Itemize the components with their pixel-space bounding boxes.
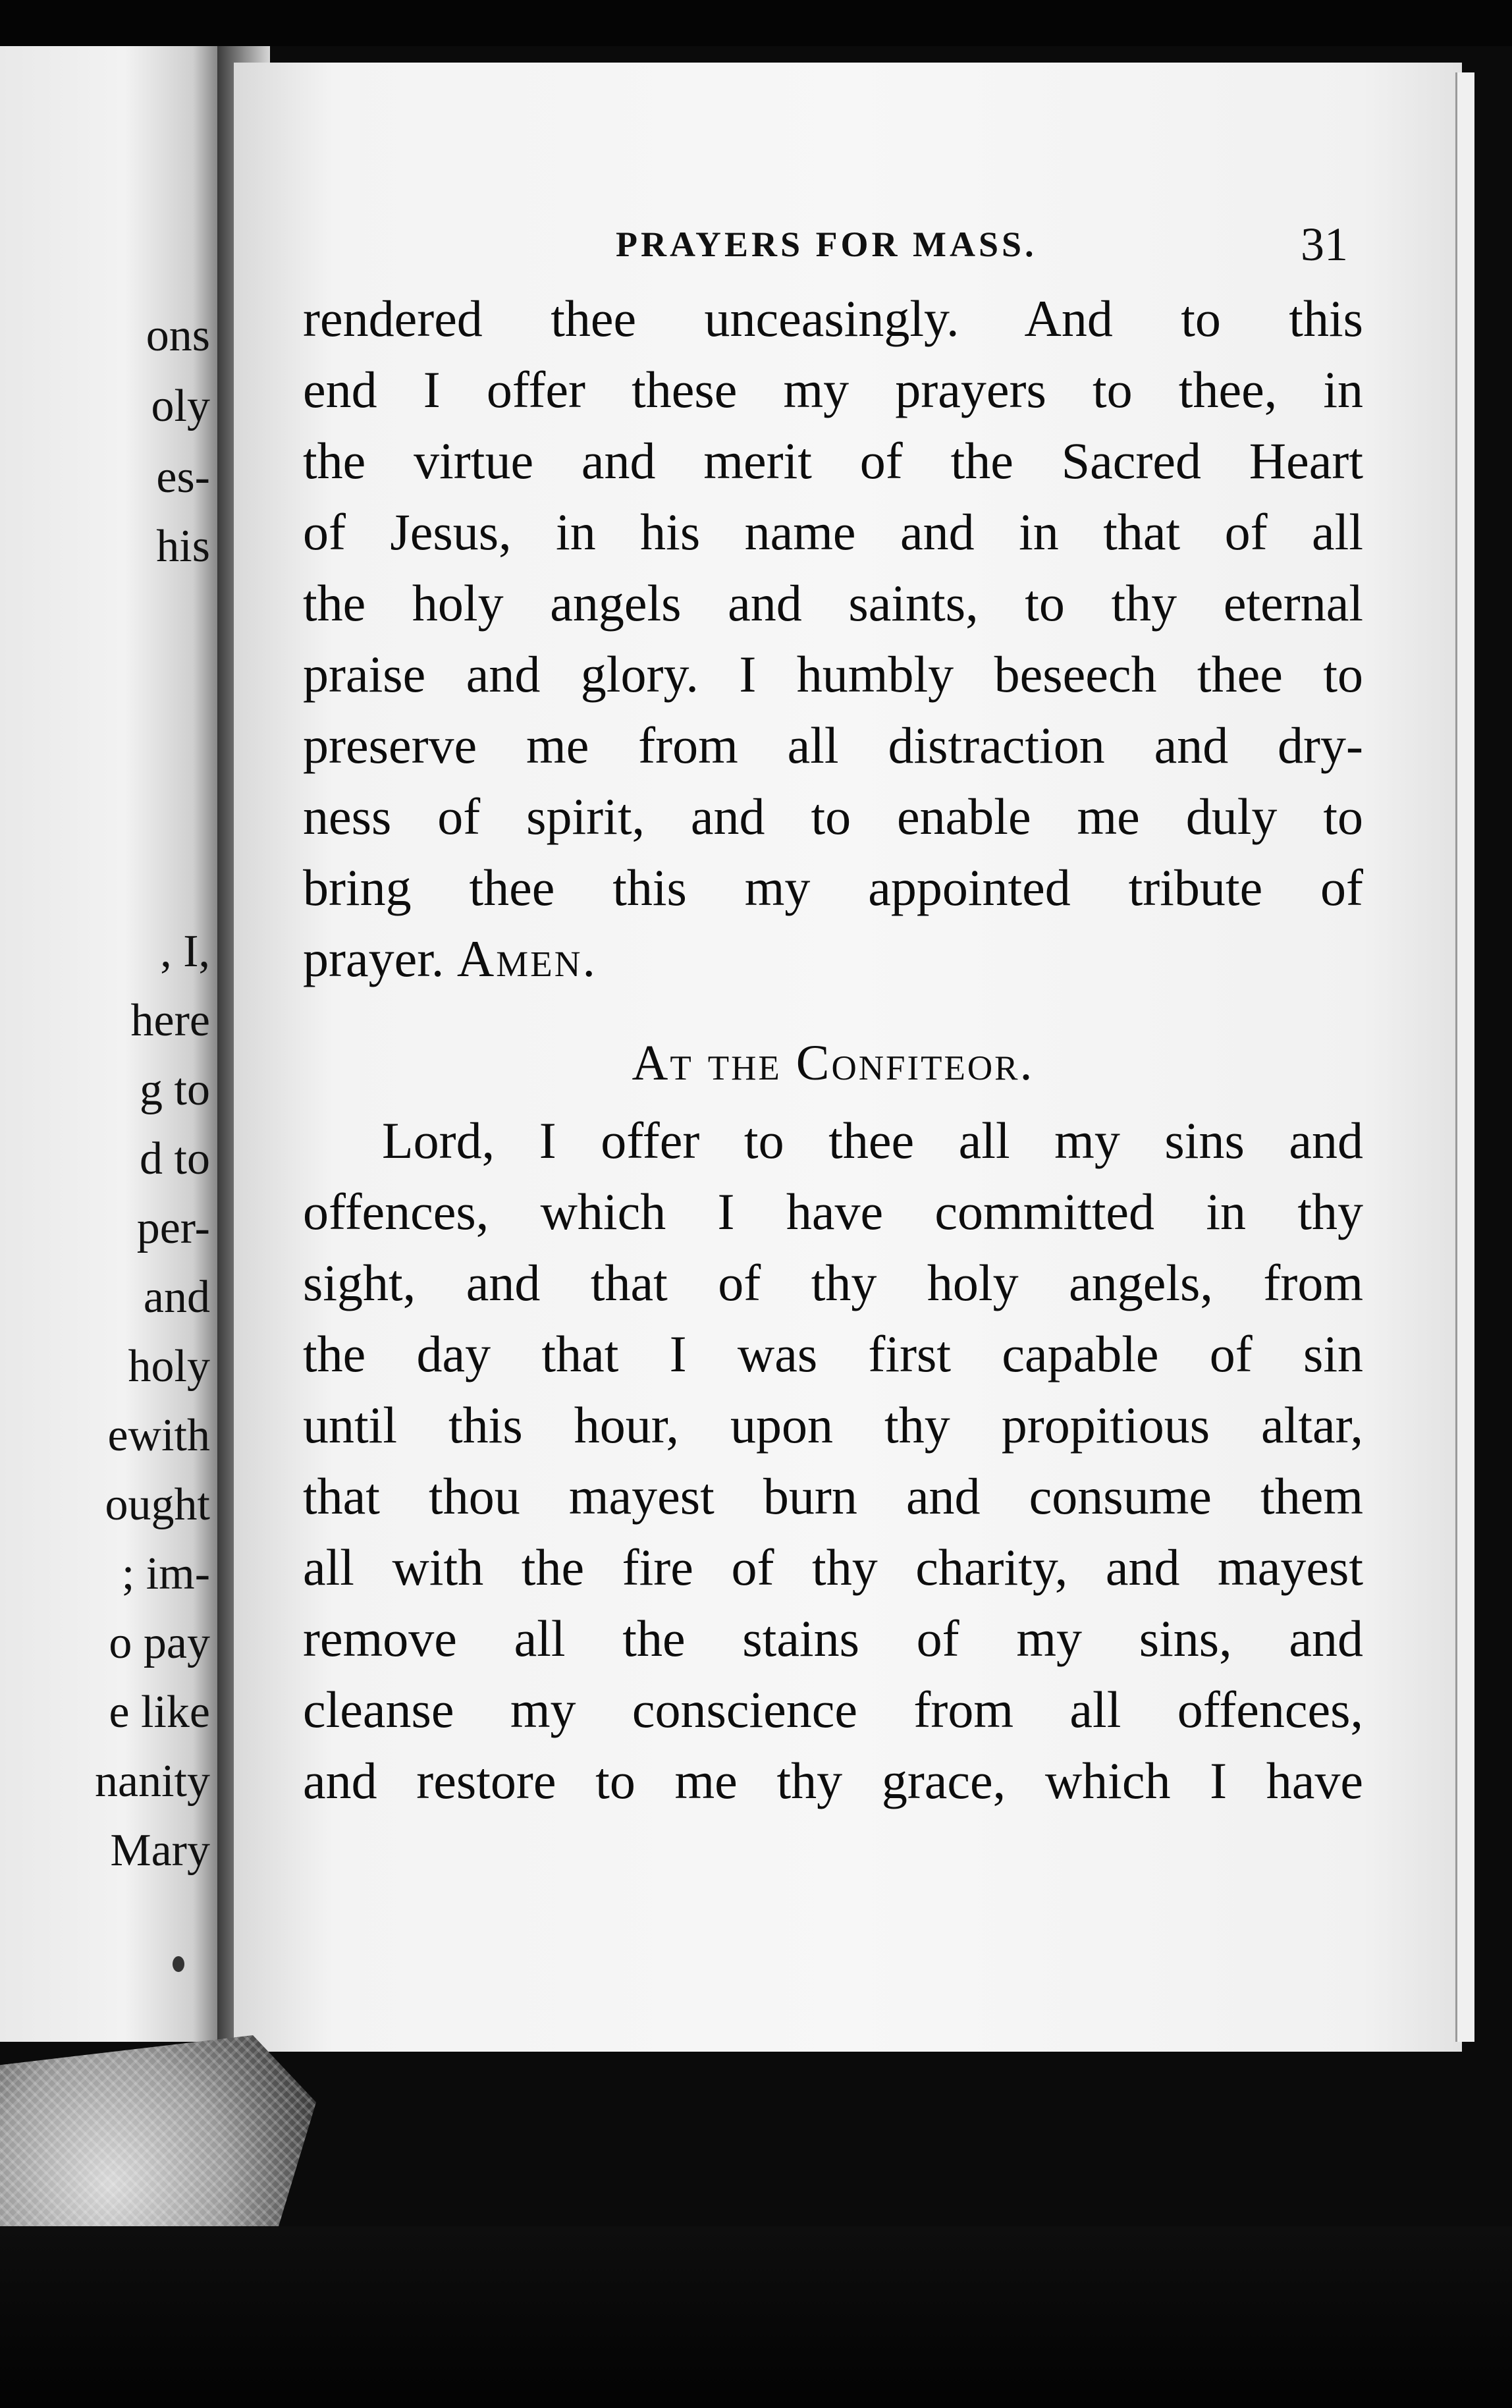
left-page-fragment: ons (146, 310, 210, 361)
running-title: PRAYERS FOR MASS. (616, 225, 1037, 264)
text-line: until this hour, upon thy propitious altar, (303, 1396, 1363, 1454)
text-line: bring thee this my appointed tribute of (303, 859, 1363, 916)
left-page-fragment: his (156, 521, 210, 572)
text-line: the virtue and merit of the Sacred Heart (303, 432, 1363, 489)
left-page-fragment: here (130, 995, 210, 1046)
text-line: remove all the stains of my sins, and (303, 1610, 1363, 1667)
section-heading: At the Confiteor. (632, 1035, 1035, 1091)
left-page-fragment: Mary (110, 1825, 210, 1876)
text-line: all with the fire of thy charity, and mayest (303, 1539, 1363, 1596)
page-number: 31 (1301, 218, 1348, 271)
body-text (303, 283, 1363, 1817)
amen-word: Amen. (456, 930, 597, 987)
text-line: ness of spirit, and to enable me duly to (303, 788, 1363, 845)
text-line (303, 923, 1363, 995)
text-line: rendered thee unceasingly. And to this (303, 290, 1363, 347)
film-border-bottom (0, 2226, 1512, 2408)
left-page-fragment: per- (136, 1203, 210, 1253)
text-line: that thou mayest burn and consume them (303, 1467, 1363, 1525)
text-line: end I offer these my prayers to thee, in (303, 361, 1363, 418)
text-line: praise and glory. I humbly beseech thee to (303, 645, 1363, 703)
left-page-fragment: es- (156, 452, 210, 503)
text-line: preserve me from all distraction and dry- (303, 717, 1363, 774)
text-line-end: prayer. (303, 930, 445, 987)
left-page-fragment: oly (151, 381, 210, 431)
left-page-fragment: d to (140, 1134, 210, 1184)
ink-spot (173, 1956, 184, 1972)
text-line: the holy angels and saints, to thy eternal (303, 574, 1363, 632)
left-page-fragment: nanity (95, 1756, 210, 1807)
text-line: Lord, I offer to thee all my sins and (382, 1112, 1363, 1169)
left-page-fragment: ; im- (121, 1548, 210, 1599)
left-page (0, 46, 227, 2042)
left-page-fragment: ewith (107, 1410, 210, 1461)
text-line: the day that I was first capable of sin (303, 1325, 1363, 1382)
text-line: offences, which I have committed in thy (303, 1183, 1363, 1240)
left-page-fragment: , I, (160, 926, 210, 977)
film-border-top (0, 0, 1512, 46)
text-line: sight, and that of thy holy angels, from (303, 1254, 1363, 1311)
left-page-fragment: g to (140, 1064, 210, 1115)
left-page-fragment: ought (105, 1479, 210, 1530)
text-line: of Jesus, in his name and in that of all (303, 503, 1363, 561)
left-page-fragment: o pay (109, 1618, 210, 1668)
left-page-fragment: holy (128, 1341, 210, 1392)
left-page-fragment: and (143, 1272, 210, 1323)
text-line: cleanse my conscience from all offences, (303, 1681, 1363, 1738)
left-page-fragment: e like (109, 1687, 210, 1738)
page-edge (1455, 72, 1474, 2042)
text-line: and restore to me thy grace, which I have (303, 1752, 1363, 1809)
